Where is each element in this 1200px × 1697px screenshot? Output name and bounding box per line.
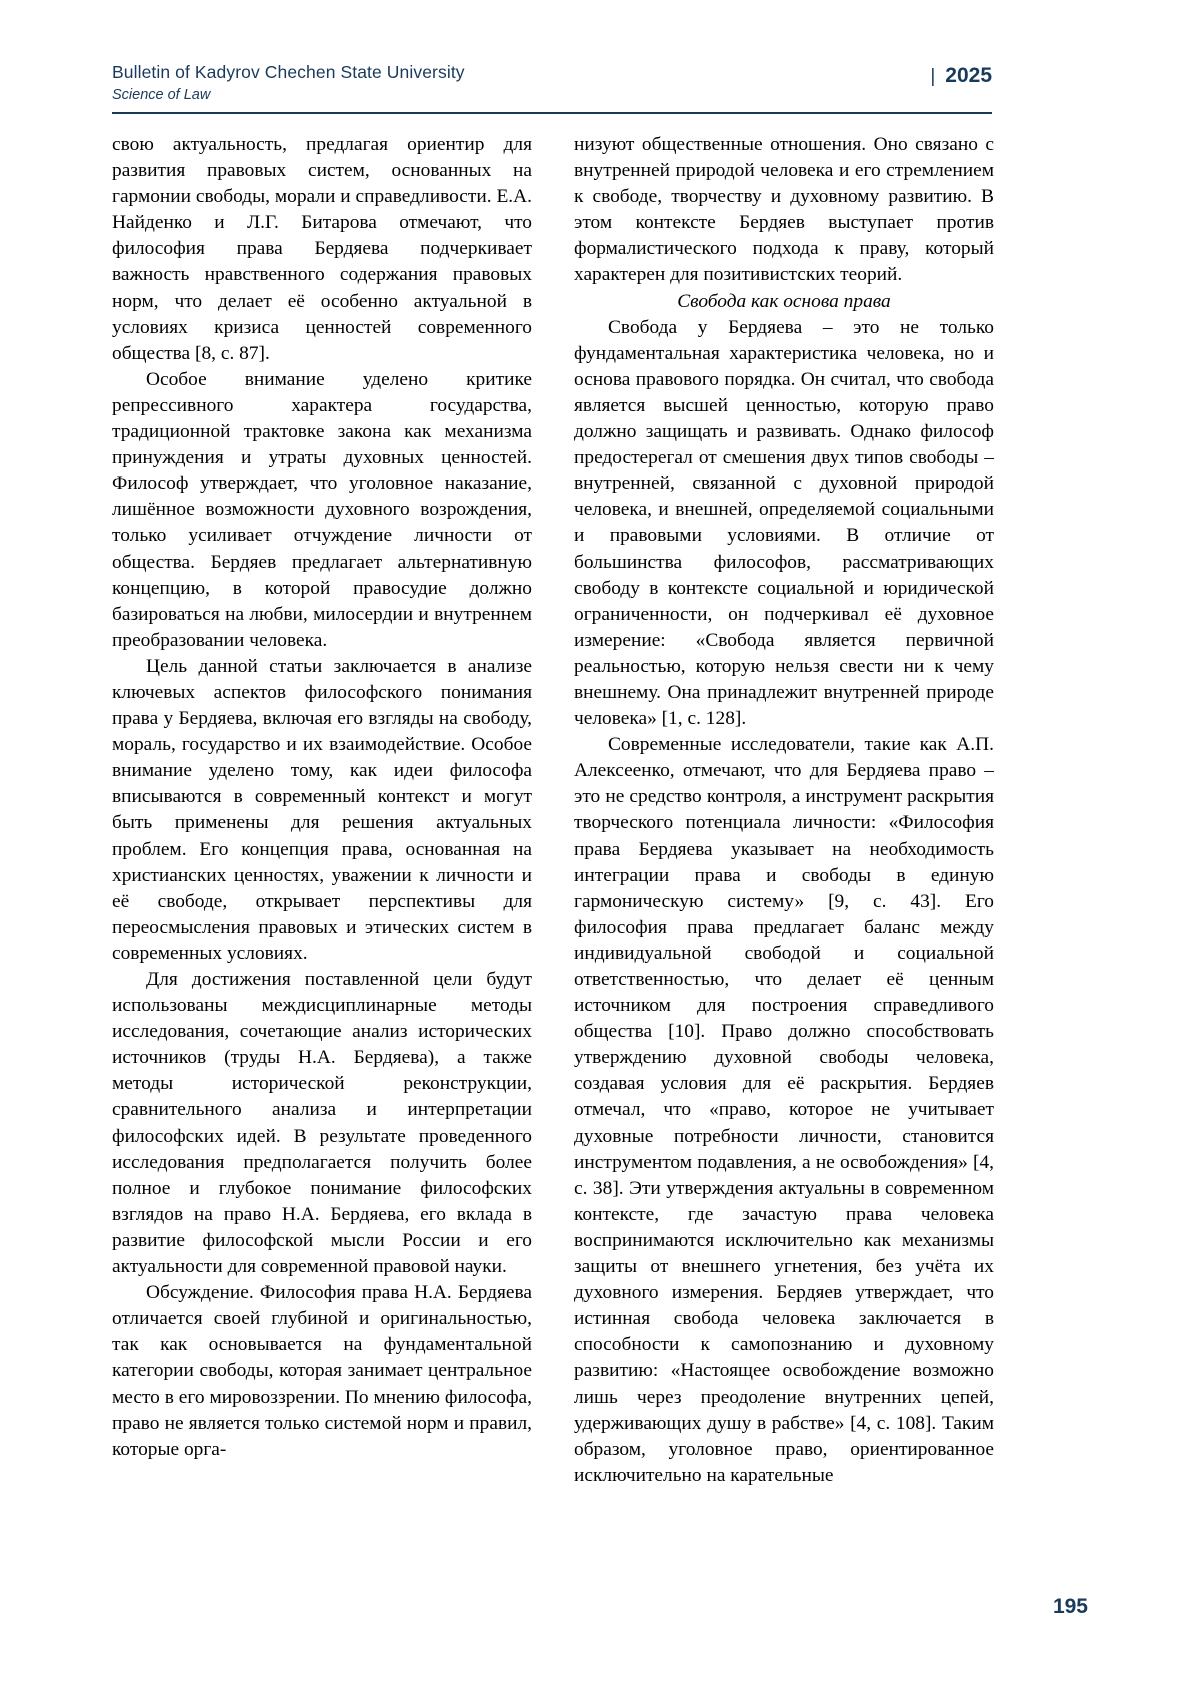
paragraph: Цель данной статьи заключается в анализе ключевых аспектов философского понимания права у Бердяева, включая его взгляды на свободу, мораль, государство и их взаимодействие. Особое внимание уделено тому, как идеи философа вписываются в современный контекст и могут быть применены для решения актуальных проблем. Его концепция права, основанная на христианских ценностях, уважении к личности и её свободе, открывает перспективы для переосмысления правовых и этических систем в современных условиях. xyxy=(112,655,532,964)
journal-title: Bulletin of Kadyrov Chechen State University xyxy=(112,62,465,82)
page-header xyxy=(112,62,992,110)
paragraph: Свобода у Бердяева – это не только фундаментальная характеристика человека, но и основа правового порядка. Он считал, что свобода является высшей ценностью, которую право должно защищать и развивать. Однако философ предостерегал от смешения двух типов свободы – внутренней, связанной с духовной природой человека, и внешней, определяемой социальными и правовыми условиями. В отличие от большинства философов, рассматривающих свободу в контексте социальной и юридической ограниченности, он подчеркивал её духовное измерение: «Свобода является первичной реальностью, которую нельзя свести ни к чему внешнему. Она принадлежит внутренней природе человека» [1, с. 128]. xyxy=(574,316,994,730)
paragraph: Обсуждение. Философия права Н.А. Бердяева отличается своей глубиной и оригинальностью, так как основывается на фундаментальной категории свободы, которая занимает центральное место в его мировоззрении. По мнению философа, право не является только системой норм и правил, которые орга- xyxy=(112,1282,532,1460)
header-right-block xyxy=(930,64,992,88)
header-separator: | xyxy=(930,65,936,87)
publication-year: 2025 xyxy=(945,64,992,87)
paragraph: Для достижения поставленной цели будут использованы междисциплинарные методы исследования, сочетающие анализ исторических источников (труды Н.А. Бердяева), а также методы исторической реконструкции, сравнительного анализа и интерпретации философских идей. В результате проведенного исследования предполагается получить более полное и глубокое понимание философских взглядов на право Н.А. Бердяева, его вклада в развитие философской мысли России и его актуальности для современной правовой науки. xyxy=(112,969,532,1278)
article-body xyxy=(112,132,994,1489)
subheading: Свобода как основа права xyxy=(677,290,891,312)
journal-section: Science of Law xyxy=(112,87,211,103)
paragraph: Особое внимание уделено критике репрессивного характера государства, традиционной трактовке закона как механизма принуждения и утраты духовных ценностей. Философ утверждает, что уголовное наказание, лишённое возможности духовного возрождения, только усиливает отчуждение личности от общества. Бердяев предлагает альтернативную концепцию, в которой правосудие должно базироваться на любви, милосердии и внутреннем преобразовании человека. xyxy=(112,368,532,651)
column-right xyxy=(574,132,994,1489)
page-number: 195 xyxy=(1052,1595,1088,1618)
paragraph: Современные исследователи, такие как А.П. Алексеенко, отмечают, что для Бердяева право – это не средство контроля, а инструмент раскрытия творческого потенциала личности: «Философия права Бердяева указывает на необходимость интеграции права и свободы в единую гармоническую систему» [9, с. 43]. Его философия права предлагает баланс между индивидуальной свободой и социальной ответственностью, что делает её ценным источником для построения справедливого общества [10]. Право должно способствовать утверждению духовной свободы человека, создавая условия для её раскрытия. Бердяев отмечал, что «право, которое не учитывает духовные потребности личности, становится инструментом подавления, а не освобождения» [4, с. 38]. Эти утверждения актуальны в современном контексте, где зачастую права человека воспринимаются исключительно как механизмы защиты от внешнего угнетения, без учёта их духовного измерения. Бердяев утверждает, что истинная свобода человека заключается в способности к самопознанию и духовному развитию: «Настоящее освобождение возможно лишь через преодоление внутренних цепей, удерживающих душу в рабстве» [4, с. 108]. Таким образом, уголовное право, ориентированное исключительно на карательные xyxy=(574,734,994,1486)
paragraph: низуют общественные отношения. Оно связано с внутренней природой человека и его стремлением к свободе, творчеству и духовному развитию. В этом контексте Бердяев выступает против формалистического подхода к праву, который характерен для позитивистских теорий. xyxy=(574,134,994,286)
header-left-block xyxy=(112,62,465,103)
column-left xyxy=(112,132,532,1489)
header-divider xyxy=(112,112,992,114)
paragraph: свою актуальность, предлагая ориентир для развития правовых систем, основанных на гармонии свободы, морали и справедливости. Е.А. Найденко и Л.Г. Битарова отмечают, что философия права Бердяева подчеркивает важность нравственного содержания правовых норм, что делает её особенно актуальной в условиях кризиса ценностей современного общества [8, с. 87]. xyxy=(112,134,532,364)
